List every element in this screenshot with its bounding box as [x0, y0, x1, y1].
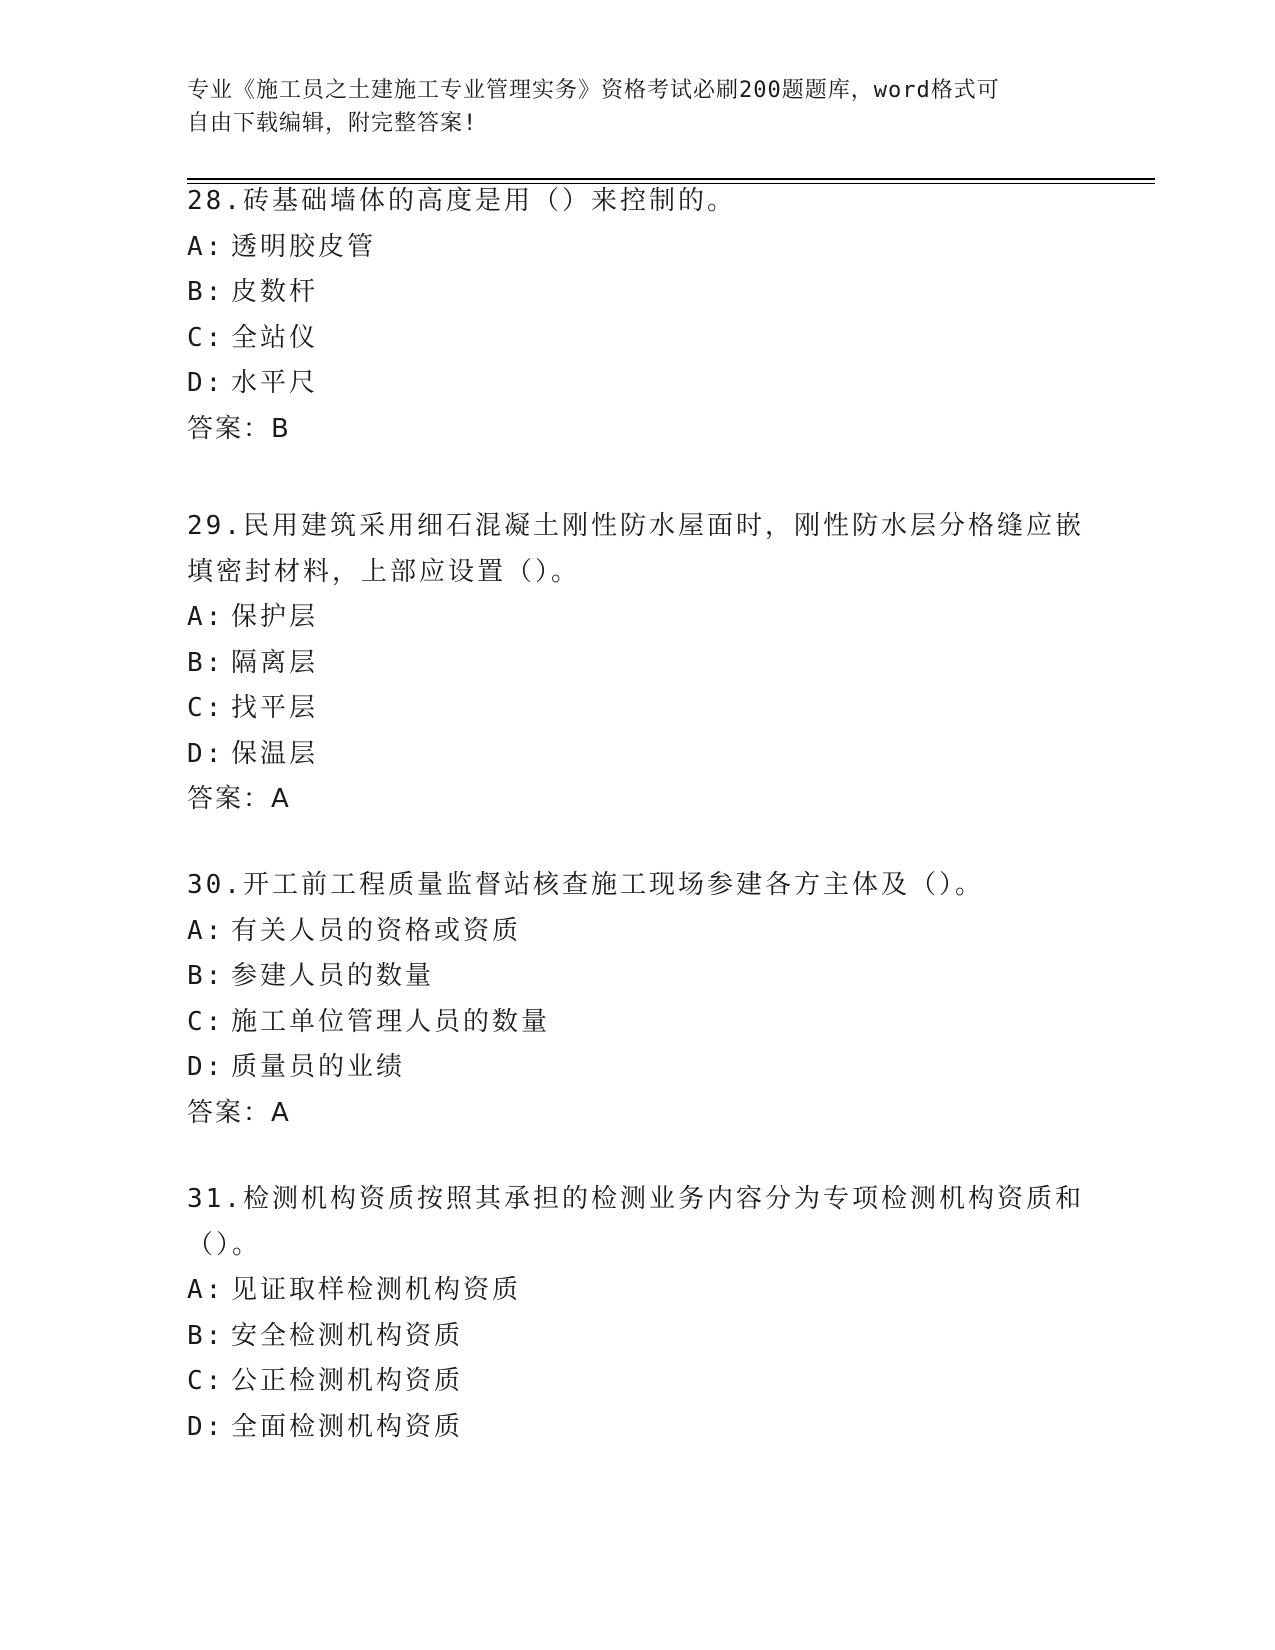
option-text: 全站仪	[231, 322, 319, 353]
option-label: D:	[187, 738, 225, 769]
header-line-2: 自由下载编辑，附完整答案!	[187, 111, 478, 136]
option-label: A:	[187, 1275, 225, 1305]
option-text: 参建人员的数量	[231, 961, 435, 991]
option-text: 安全检测机构资质	[231, 1320, 464, 1351]
option-a	[187, 225, 1087, 271]
option-text: 有关人员的资格或资质	[231, 915, 522, 946]
option-d	[187, 1045, 1087, 1091]
option-text: 透明胶皮管	[231, 231, 377, 262]
answer-line: 答案：A	[187, 784, 291, 814]
option-label: C:	[187, 693, 225, 723]
option-d	[187, 1405, 1087, 1451]
option-text: 找平层	[231, 693, 319, 723]
option-c	[187, 686, 1087, 732]
option-label: C:	[187, 1006, 225, 1037]
question-stem-line-1: 29.民用建筑采用细石混凝土刚性防水屋面时，刚性防水层分格缝应嵌	[187, 511, 1084, 541]
question-stem-line-1: 31.检测机构资质按照其承担的检测业务内容分为专项检测机构资质和	[187, 1184, 1084, 1214]
option-text: 公正检测机构资质	[231, 1366, 464, 1396]
option-b	[187, 954, 1087, 1000]
option-c	[187, 1000, 1087, 1046]
option-label: A:	[187, 915, 225, 946]
question-stem: 28.砖基础墙体的高度是用（）来控制的。	[187, 186, 736, 216]
question-31	[187, 1177, 1087, 1450]
option-label: D:	[187, 1052, 225, 1082]
header-line-1: 专业《施工员之土建施工专业管理实务》资格考试必刷200题题库，word格式可	[187, 78, 1000, 103]
answer-line: 答案：A	[187, 1097, 291, 1128]
answer-line: 答案：B	[187, 413, 291, 444]
option-label: B:	[187, 1320, 225, 1351]
option-label: A:	[187, 602, 225, 632]
option-text: 保护层	[231, 602, 319, 632]
option-text: 质量员的业绩	[231, 1052, 406, 1082]
option-d	[187, 732, 1087, 778]
option-label: B:	[187, 961, 225, 991]
option-label: C:	[187, 322, 225, 353]
option-text: 隔离层	[231, 647, 319, 678]
option-text: 保温层	[231, 738, 319, 769]
option-text: 见证取样检测机构资质	[231, 1275, 522, 1305]
option-label: D:	[187, 1411, 225, 1442]
option-b	[187, 270, 1087, 316]
option-d	[187, 361, 1087, 407]
question-stem-line-2: 填密封材料，上部应设置（）。	[187, 556, 581, 587]
option-label: B:	[187, 277, 225, 307]
option-c	[187, 316, 1087, 362]
question-28	[187, 179, 1087, 452]
question-30	[187, 863, 1087, 1136]
document-header	[187, 74, 1087, 140]
option-text: 全面检测机构资质	[231, 1411, 464, 1442]
option-c	[187, 1359, 1087, 1405]
option-b	[187, 641, 1087, 687]
option-label: B:	[187, 647, 225, 678]
option-text: 施工单位管理人员的数量	[231, 1006, 551, 1037]
option-b	[187, 1314, 1087, 1360]
option-label: C:	[187, 1366, 225, 1396]
question-29	[187, 504, 1087, 823]
option-label: A:	[187, 231, 225, 262]
option-a	[187, 1268, 1087, 1314]
option-a	[187, 909, 1087, 955]
question-stem-line-2: （）。	[187, 1229, 262, 1260]
option-label: D:	[187, 368, 225, 398]
option-text: 皮数杆	[231, 277, 319, 307]
question-stem: 30.开工前工程质量监督站核查施工现场参建各方主体及（）。	[187, 870, 984, 900]
option-a	[187, 595, 1087, 641]
option-text: 水平尺	[231, 368, 319, 398]
